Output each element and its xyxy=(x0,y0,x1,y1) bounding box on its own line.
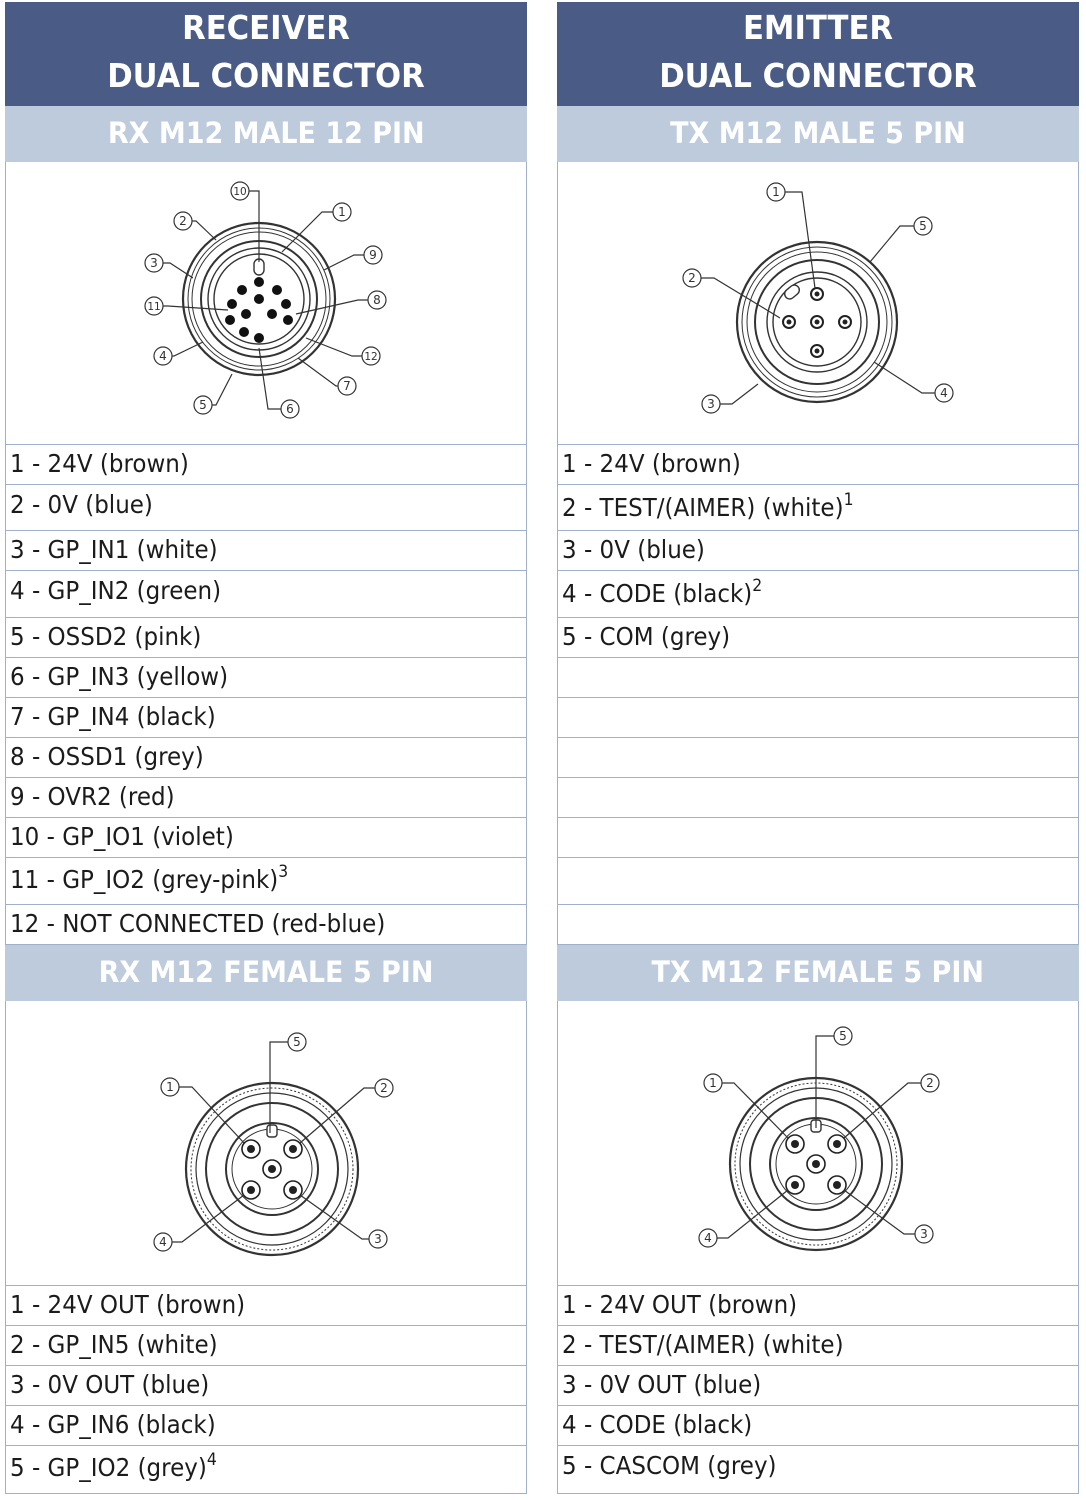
callout-5: 5 xyxy=(199,398,207,412)
receiver-header xyxy=(5,2,527,106)
pin-row: 2 - GP_IN5 (white) xyxy=(5,1326,527,1366)
pin-row: 11 - GP_IO2 (grey-pink)$^3$ xyxy=(5,858,527,905)
pin-row: 4 - GP_IN2 (green) xyxy=(5,571,527,618)
callout-1: 1 xyxy=(166,1080,174,1094)
callout-2: 2 xyxy=(688,271,696,285)
tx-male-header-text: TX M12 MALE 5 PIN xyxy=(670,116,966,150)
rx-male-header-text: RX M12 MALE 12 PIN xyxy=(107,116,425,150)
rx-female-header-text: RX M12 FEMALE 5 PIN xyxy=(98,955,434,989)
pin-row xyxy=(557,778,1079,818)
pin-row: 4 - CODE (black) xyxy=(557,1406,1079,1446)
callout-1: 1 xyxy=(338,205,346,219)
callout-5: 5 xyxy=(293,1035,301,1049)
callout-4: 4 xyxy=(159,349,167,363)
tx-female-5pin-diagram xyxy=(557,1001,1079,1285)
pin-row: 10 - GP_IO1 (violet) xyxy=(5,818,527,858)
pin-row: 2 - TEST/(AIMER) (white) xyxy=(557,1326,1079,1366)
connector-5pin-male-icon xyxy=(558,162,1078,444)
callout-2: 2 xyxy=(179,214,187,228)
pin-row: 5 - CASCOM (grey) xyxy=(557,1446,1079,1494)
pin-row: 3 - 0V (blue) xyxy=(557,531,1079,571)
callout-2: 2 xyxy=(926,1076,934,1090)
pin-row: 1 - 24V (brown) xyxy=(5,445,527,485)
pin-row: 4 - CODE (black)$^2$ xyxy=(557,571,1079,618)
callout-7: 7 xyxy=(343,379,351,393)
footnote-ref: 1 xyxy=(843,489,854,510)
rx-female-5pin-diagram xyxy=(5,1001,527,1285)
callout-9: 9 xyxy=(369,248,377,262)
rx-female-header xyxy=(5,945,527,1001)
callout-4: 4 xyxy=(704,1231,712,1245)
footnote-ref: 4 xyxy=(206,1449,217,1470)
callout-10: 10 xyxy=(233,186,247,198)
tx-female-pin-list xyxy=(557,1285,1079,1494)
callout-3: 3 xyxy=(920,1227,928,1241)
callout-1: 1 xyxy=(772,185,780,199)
callout-4: 4 xyxy=(159,1235,167,1249)
pin-row xyxy=(557,905,1079,945)
callout-3: 3 xyxy=(707,397,715,411)
callout-3: 3 xyxy=(150,256,158,270)
callout-6: 6 xyxy=(286,402,294,416)
footnote-ref: 2 xyxy=(752,575,763,596)
pin-row: 9 - OVR2 (red) xyxy=(5,778,527,818)
pin-row: 1 - 24V OUT (brown) xyxy=(557,1286,1079,1326)
callout-11: 11 xyxy=(147,301,161,313)
pin-row: 12 - NOT CONNECTED (red-blue) xyxy=(5,905,527,945)
connector-5pin-female-icon xyxy=(558,1001,1078,1285)
pin-row: 7 - GP_IN4 (black) xyxy=(5,698,527,738)
tx-male-pin-list xyxy=(557,444,1079,945)
callout-1: 1 xyxy=(709,1076,717,1090)
footnote-ref: 3 xyxy=(278,861,289,882)
callout-12: 12 xyxy=(364,351,378,363)
emitter-header xyxy=(557,2,1079,106)
pin-row xyxy=(557,658,1079,698)
receiver-title-line2: DUAL CONNECTOR xyxy=(107,56,425,95)
pin-row: 5 - OSSD2 (pink) xyxy=(5,618,527,658)
pin-row xyxy=(557,698,1079,738)
pin-row: 4 - GP_IN6 (black) xyxy=(5,1406,527,1446)
callout-3: 3 xyxy=(374,1232,382,1246)
pin-row: 3 - GP_IN1 (white) xyxy=(5,531,527,571)
pin-row: 5 - GP_IO2 (grey)$^4$ xyxy=(5,1446,527,1494)
tx-male-5pin-diagram xyxy=(557,162,1079,444)
pin-row xyxy=(557,858,1079,905)
emitter-title-line2: DUAL CONNECTOR xyxy=(659,56,977,95)
pin-row: 5 - COM (grey) xyxy=(557,618,1079,658)
pin-row: 2 - 0V (blue) xyxy=(5,485,527,531)
callout-5: 5 xyxy=(839,1029,847,1043)
rx-male-12pin-diagram xyxy=(5,162,527,444)
pin-row: 2 - TEST/(AIMER) (white)$^1$ xyxy=(557,485,1079,531)
rx-female-pin-list xyxy=(5,1285,527,1494)
callout-2: 2 xyxy=(380,1081,388,1095)
connector-5pin-female-icon xyxy=(6,1001,526,1285)
pin-row: 8 - OSSD1 (grey) xyxy=(5,738,527,778)
pin-row xyxy=(557,738,1079,778)
pin-row: 3 - 0V OUT (blue) xyxy=(557,1366,1079,1406)
rx-male-pin-list xyxy=(5,444,527,945)
tx-female-header xyxy=(557,945,1079,1001)
receiver-column xyxy=(5,2,527,1494)
callout-8: 8 xyxy=(373,293,381,307)
rx-male-header xyxy=(5,106,527,162)
tx-male-header xyxy=(557,106,1079,162)
callout-5: 5 xyxy=(919,219,927,233)
pin-row: 1 - 24V OUT (brown) xyxy=(5,1286,527,1326)
callout-4: 4 xyxy=(940,386,948,400)
pin-row xyxy=(557,818,1079,858)
connector-12pin-male-icon xyxy=(6,162,526,444)
pin-row: 6 - GP_IN3 (yellow) xyxy=(5,658,527,698)
emitter-title-line1: EMITTER xyxy=(742,8,894,47)
tx-female-header-text: TX M12 FEMALE 5 PIN xyxy=(651,955,985,989)
emitter-column xyxy=(557,2,1079,1494)
receiver-title-line1: RECEIVER xyxy=(182,8,350,47)
pin-row: 3 - 0V OUT (blue) xyxy=(5,1366,527,1406)
pin-row: 1 - 24V (brown) xyxy=(557,445,1079,485)
